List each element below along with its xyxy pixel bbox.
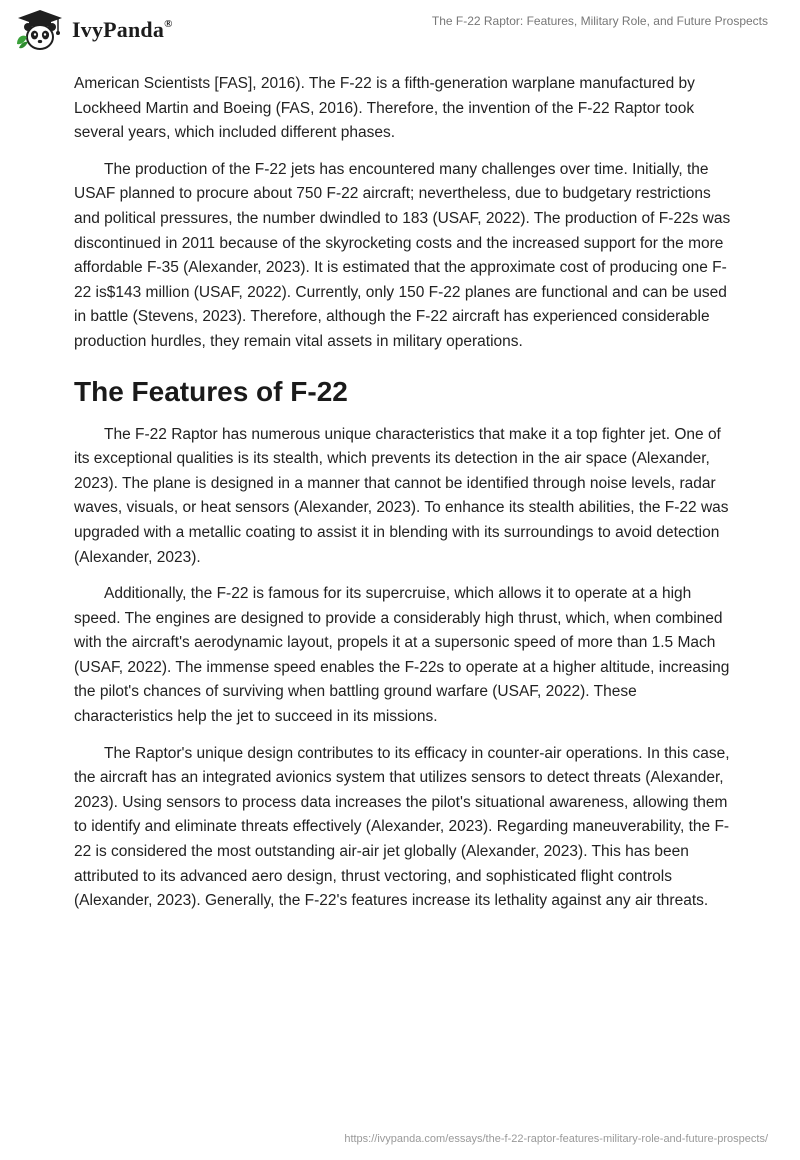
paragraph-production: The production of the F-22 jets has encountered many challenges over time. Initially, the USAF planned to procure about 750 F-22 aircraft; nevertheless, due to budgetary restrictions and political pressures, the number dwindled to 183 (USAF, 2022). The production of F-22s was discontinued in 2011 because of the skyrocketing costs and the increased support for the more affordable F-35 (Alexander, 2023). It is estimated that the approximate cost of producing one F-22 is$143 million (USAF, 2022). Currently, only 150 F-22 planes are functional and can be used in battle (Stevens, 2023). Therefore, although the F-22 aircraft has experienced considerable production hurdles, they remain vital assets in military operations. [74,160,731,350]
paragraph-supercruise: Additionally, the F-22 is famous for its supercruise, which allows it to operate at a high speed. The engines are designed to provide a considerably high thrust, which, when combined with the aircraft's aerodynamic layout, propels it at a supersonic speed of more than 1.5 Mach (USAF, 2022). The immense speed enables the F-22s to operate at a higher altitude, increasing the pilot's chances of surviving when battling ground warfare (USAF, 2022). These characteristics help the jet to succeed in its missions. [74,585,730,726]
section-heading-features: The Features of F-22 [74,375,348,407]
logo-name: IvyPanda [72,17,165,42]
logo-text [72,17,173,43]
registered-mark: ® [164,17,173,30]
ivypanda-logo[interactable] [14,8,173,52]
paragraph-continued: American Scientists [FAS], 2016). The F-22 is a fifth-generation warplane manufactured by Lockheed Martin and Boeing (FAS, 2016). Therefore, the invention of the F-22 Raptor took several years, which included different phases. [74,75,695,142]
paragraph-stealth: The F-22 Raptor has numerous unique characteristics that make it a top fighter jet. One of its exceptional qualities is its stealth, which prevents its detection in the air space (Alexander, 2023). The plane is designed in a manner that cannot be identified through noise levels, radar waves, visuals, or heat sensors (Alexander, 2023). To enhance its stealth abilities, the F-22 was upgraded with a metallic coating to assist it in blending with its surroundings to avoid detection (Alexander, 2023). [74,425,729,566]
page-header [0,0,800,60]
paragraph-avionics: The Raptor's unique design contributes to its efficacy in counter-air operations. In this case, the aircraft has an integrated avionics system that utilizes sensors to detect threats (Alexander, 2023). Using sensors to process data increases the pilot's situational awareness, allowing them to identify and eliminate threats effectively (Alexander, 2023). Regarding maneuverability, the F-22 is considered the most outstanding air-air jet globally (Alexander, 2023). This has been attributed to its advanced aero design, thrust vectoring, and sophisticated flight controls (Alexander, 2023). Generally, the F-22's features increase its lethality against any air threats. [74,744,730,910]
source-url[interactable]: https://ivypanda.com/essays/the-f-22-raptor-features-military-role-and-future-prospects/ [344,1133,768,1145]
panda-graduation-icon [14,8,66,52]
essay-body [74,72,734,926]
document-title: The F-22 Raptor: Features, Military Role, and Future Prospects [431,14,768,28]
